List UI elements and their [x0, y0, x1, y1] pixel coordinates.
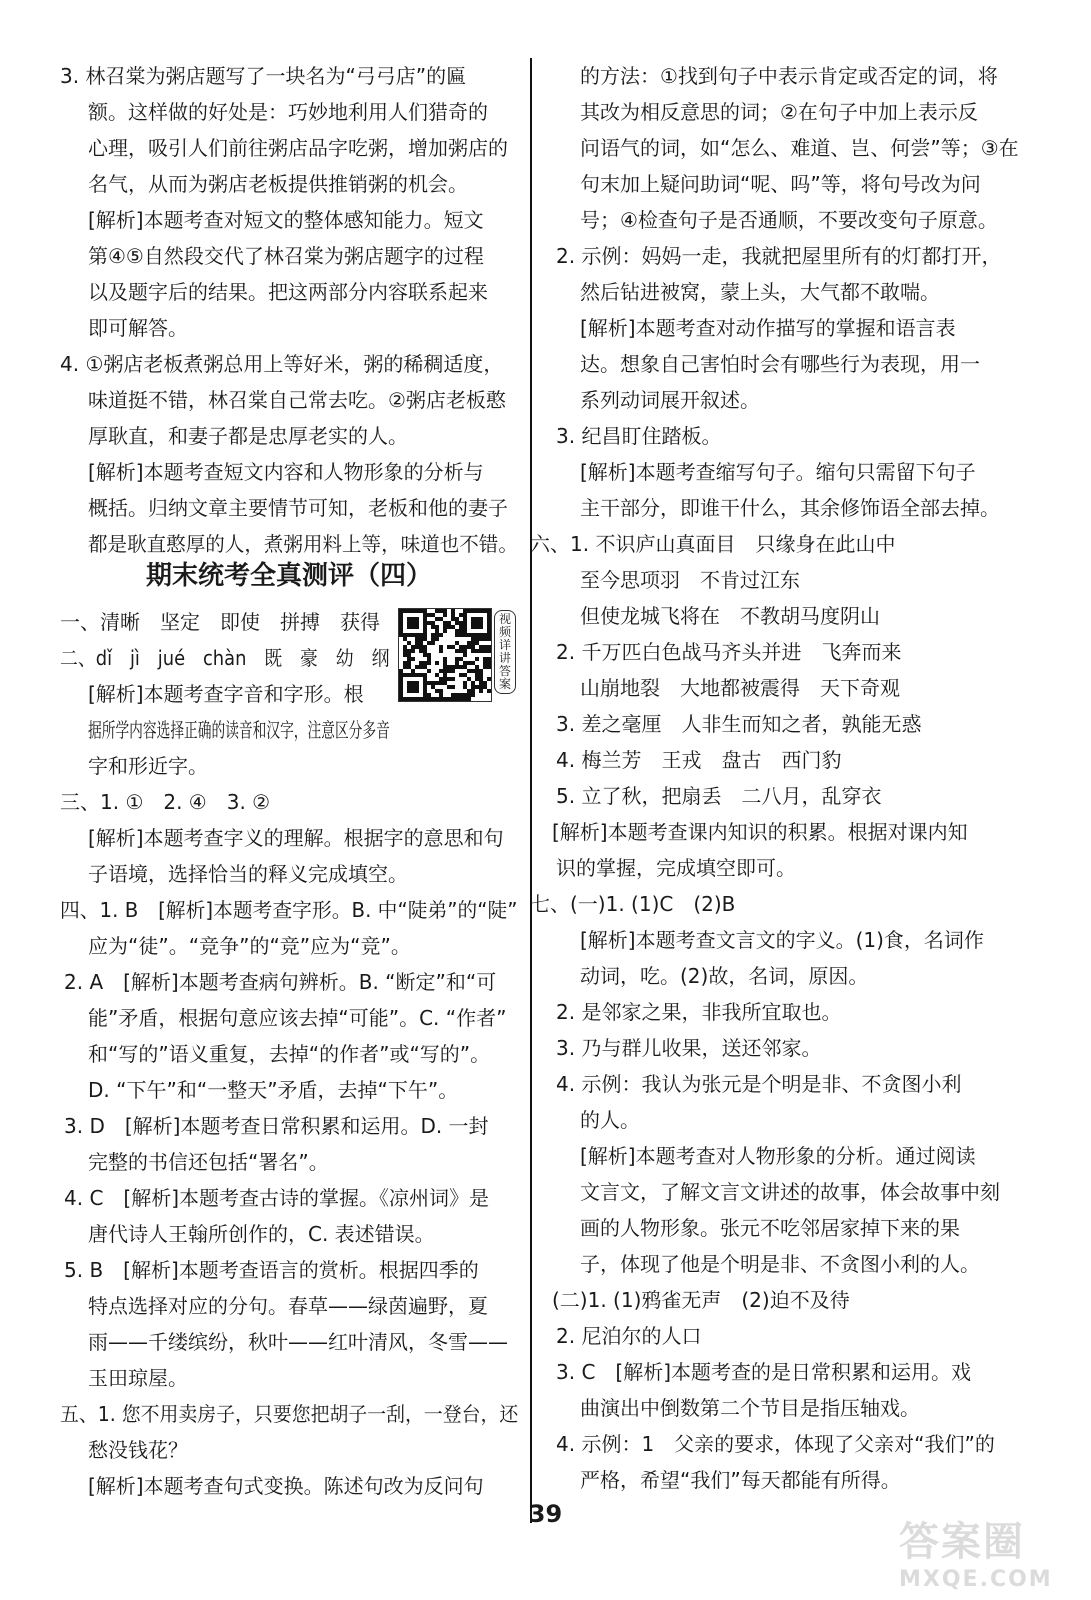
text-line: 厚耿直，和妻子都是忠厚老实的人。 [88, 424, 408, 448]
text-line: 3. 差之毫厘 人非生而知之者，孰能无惑 [556, 712, 922, 736]
text-line: 4. 梅兰芳 王戎 盘古 西门豹 [556, 748, 842, 772]
text-line: 味道挺不错，林召棠自己常去吃。②粥店老板憨 [88, 388, 506, 412]
text-line: 都是耿直憨厚的人，煮粥用料上等，味道也不错。 [88, 532, 518, 556]
text-line: 七、(一)1. (1)C (2)B [530, 892, 736, 916]
text-line: 字和形近字。 [88, 754, 208, 778]
text-line: 以及题字后的结果。把这两部分内容联系起来 [88, 280, 488, 304]
text-line: 3. 乃与群儿收果，送还邻家。 [556, 1036, 822, 1060]
text-line: 应为“徒”。“竞争”的“竞”应为“竞”。 [88, 934, 411, 958]
text-line: 曲演出中倒数第二个节目是指压轴戏。 [580, 1396, 920, 1420]
text-line: 五、1. 您不用卖房子，只要您把胡子一刮，一登台，还 [60, 1402, 519, 1426]
text-line: 3. 纪昌盯住踏板。 [556, 424, 722, 448]
text-line: [解析]本题考查句式变换。陈述句改为反问句 [88, 1474, 484, 1498]
text-line: 5. 立了秋，把扇丢 二八月，乱穿衣 [556, 784, 882, 808]
text-line: 2. 千万匹白色战马齐头并进 飞奔而来 [556, 640, 902, 664]
text-line: 心理，吸引人们前往粥店品字吃粥，增加粥店的 [88, 136, 508, 160]
text-line: 画的人物形象。张元不吃邻居家掉下来的果 [580, 1216, 960, 1240]
text-line: 的人。 [580, 1108, 640, 1132]
watermark-title: 答案圈 [899, 1519, 1025, 1565]
watermark-url: MXQE.COM [899, 1567, 1053, 1592]
text-line: 的方法：①找到句子中表示肯定或否定的词，将 [580, 64, 998, 88]
text-line: [解析]本题考查缩写句子。缩句只需留下句子 [580, 460, 976, 484]
text-line: 达。想象自己害怕时会有哪些行为表现，用一 [580, 352, 980, 376]
text-line: [解析]本题考查文言文的字义。(1)食，名词作 [580, 928, 984, 952]
text-line: 玉田琼屋。 [88, 1366, 188, 1390]
text-line: [解析]本题考查课内知识的积累。根据对课内知 [552, 820, 968, 844]
page-number: 39 [528, 1500, 563, 1528]
text-line: 文言文，了解文言文讲述的故事，体会故事中刻 [580, 1180, 1000, 1204]
text-line: 3. D [解析]本题考查日常积累和运用。D. 一封 [64, 1114, 489, 1138]
text-line: 句末加上疑问助词“呢、吗”等，将句号改为问 [580, 172, 981, 196]
text-line: D. “下午”和“一整天”矛盾，去掉“下午”。 [88, 1078, 459, 1102]
text-line: 二、dǐ jì jué chàn 既 豪 幼 纲 [60, 646, 390, 670]
text-line: 特点选择对应的分句。春草——绿茵遍野，夏 [88, 1294, 488, 1318]
section-title: 期末统考全真测评（四） [145, 561, 432, 591]
column-divider [530, 58, 532, 1523]
text-line: 唐代诗人王翰所创作的，C. 表述错误。 [88, 1222, 435, 1246]
text-line: [解析]本题考查短文内容和人物形象的分析与 [88, 460, 484, 484]
text-line: 愁没钱花？ [88, 1438, 188, 1462]
text-line: 5. B [解析]本题考查语言的赏析。根据四季的 [64, 1258, 479, 1282]
text-line: 4. 示例：我认为张元是个明是非、不贪图小利 [556, 1072, 962, 1096]
text-line: 至今思项羽 不肯过江东 [580, 568, 800, 592]
text-line: 4. C [解析]本题考查古诗的掌握。《凉州词》是 [64, 1186, 490, 1210]
text-line: 2. A [解析]本题考查病句辨析。B. “断定”和“可 [64, 970, 497, 994]
text-line: 四、1. B [解析]本题考查字形。B. 中“陡弟”的“陡” [60, 898, 518, 922]
text-line: 号；④检查句子是否通顺，不要改变句子原意。 [580, 208, 998, 232]
text-line: 雨——千缕缤纷，秋叶——红叶清风，冬雪—— [88, 1330, 508, 1354]
text-line: 4. ①粥店老板煮粥总用上等好米，粥的稀稠适度， [60, 352, 504, 376]
text-line: 2. 是邻家之果，非我所宜取也。 [556, 1000, 842, 1024]
text-line: 2. 尼泊尔的人口 [556, 1324, 702, 1348]
text-line: 子，体现了他是个明是非、不贪图小利的人。 [580, 1252, 980, 1276]
text-line: 然后钻进被窝，蒙上头，大气都不敢喘。 [580, 280, 940, 304]
text-line: 识的掌握，完成填空即可。 [556, 856, 796, 880]
text-line: 严格，希望“我们”每天都能有所得。 [580, 1468, 901, 1492]
text-line: 完整的书信还包括“署名”。 [88, 1150, 329, 1174]
text-line: [解析]本题考查对短文的整体感知能力。短文 [88, 208, 484, 232]
qr-label: 视频详讲答案 [494, 610, 516, 694]
text-line: 主干部分，即谁干什么，其余修饰语全部去掉。 [580, 496, 1000, 520]
text-line: 第④⑤自然段交代了林召棠为粥店题字的过程 [88, 244, 484, 268]
text-line: 即可解答。 [88, 316, 188, 340]
text-line: 山崩地裂 大地都被震得 天下奇观 [580, 676, 900, 700]
text-line: 子语境，选择恰当的释义完成填空。 [88, 862, 408, 886]
text-line: 名气，从而为粥店老板提供推销粥的机会。 [88, 172, 468, 196]
text-line: 一、清晰 坚定 即使 拼搏 获得 [60, 610, 380, 634]
text-line: 系列动词展开叙述。 [580, 388, 760, 412]
text-line: 额。这样做的好处是：巧妙地利用人们猎奇的 [88, 100, 488, 124]
text-line: 动词，吃。(2)故，名词，原因。 [580, 964, 869, 988]
text-line: [解析]本题考查对动作描写的掌握和语言表 [580, 316, 956, 340]
qr-code-image[interactable] [398, 608, 492, 702]
watermark-logo [899, 1510, 1069, 1590]
text-line: 概括。归纳文章主要情节可知，老板和他的妻子 [88, 496, 508, 520]
text-line: 据所学内容选择正确的读音和汉字，注意区分多音 [88, 718, 390, 742]
text-line: 2. 示例：妈妈一走，我就把屋里所有的灯都打开， [556, 244, 1002, 268]
text-line: 但使龙城飞将在 不教胡马度阴山 [580, 604, 880, 628]
qr-code[interactable] [398, 608, 516, 700]
text-line: 六、1. 不识庐山真面目 只缘身在此山中 [530, 532, 896, 556]
text-line: [解析]本题考查对人物形象的分析。通过阅读 [580, 1144, 976, 1168]
text-line: [解析]本题考查字音和字形。根 [88, 682, 364, 706]
text-line: [解析]本题考查字义的理解。根据字的意思和句 [88, 826, 504, 850]
text-line: 问语气的词，如“怎么、难道、岂、何尝”等；③在 [580, 136, 1019, 160]
text-line: 3. C [解析]本题考查的是日常积累和运用。戏 [556, 1360, 972, 1384]
text-line: 其改为相反意思的词；②在句子中加上表示反 [580, 100, 978, 124]
text-line: 三、1. ① 2. ④ 3. ② [60, 790, 271, 814]
text-line: 4. 示例：1 父亲的要求，体现了父亲对“我们”的 [556, 1432, 995, 1456]
text-line: 能”矛盾，根据句意应该去掉“可能”。C. “作者” [88, 1006, 507, 1030]
text-line: (二)1. (1)鸦雀无声 (2)迫不及待 [552, 1288, 850, 1312]
text-line: 3. 林召棠为粥店题写了一块名为“弓弓店”的匾 [60, 64, 467, 88]
text-line: 和“写的”语义重复，去掉“的作者”或“写的”。 [88, 1042, 491, 1066]
